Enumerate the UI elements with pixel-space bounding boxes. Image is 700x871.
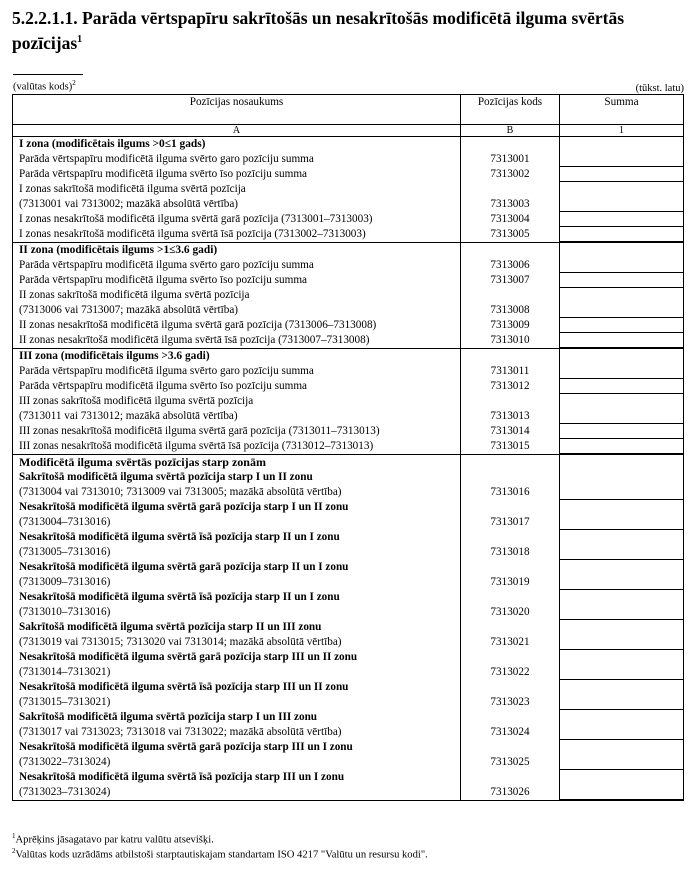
currency-code-field xyxy=(13,77,76,94)
position-name: (7313023–7313024) xyxy=(19,786,111,798)
position-name: Parāda vērtspapīru modificētā ilguma svērto garo pozīciju summa xyxy=(19,365,314,377)
sum-input[interactable] xyxy=(560,167,683,182)
position-code: 7313003 xyxy=(490,198,530,210)
position-code: 7313002 xyxy=(490,168,530,180)
code-spacer xyxy=(461,620,559,635)
currency-code-label: (valūtas kods) xyxy=(13,81,73,93)
position-row-line xyxy=(13,590,460,605)
position-row-line xyxy=(13,167,460,182)
position-row-line xyxy=(13,273,460,288)
sum-spacer xyxy=(560,650,683,665)
position-name: (7313014–7313021) xyxy=(19,666,111,678)
sum-input[interactable] xyxy=(560,635,683,650)
sum-input[interactable] xyxy=(560,212,683,227)
header-letter-1: 1 xyxy=(560,125,684,137)
position-code: 7313014 xyxy=(490,425,530,437)
position-code: 7313012 xyxy=(490,380,530,392)
position-row-line xyxy=(13,755,460,770)
position-name: Sakrītošā modificētā ilguma svērtā pozīcija starp I un III zonu xyxy=(19,711,318,723)
position-code: 7313013 xyxy=(490,410,530,422)
sum-input[interactable] xyxy=(560,197,683,212)
code-spacer xyxy=(461,680,559,695)
zone-names xyxy=(13,349,461,455)
position-code: 7313025 xyxy=(490,756,530,768)
position-name: III zonas nesakrītošā modificētā ilguma svērtā garā pozīcija (7313011–7313013) xyxy=(19,425,380,437)
sum-spacer xyxy=(560,470,683,485)
position-row-line xyxy=(13,227,460,242)
position-row-line xyxy=(13,545,460,560)
position-code: 7313015 xyxy=(490,440,530,452)
zone-codes xyxy=(461,137,560,243)
position-row-line xyxy=(13,333,460,348)
position-name: Nesakrītošā modificētā ilguma svērtā garā pozīcija starp III un II zonu xyxy=(19,651,358,663)
position-code: 7313022 xyxy=(490,666,530,678)
position-name: (7313005–7313016) xyxy=(19,546,111,558)
zone-group xyxy=(13,243,684,349)
sum-input[interactable] xyxy=(560,333,683,348)
position-name: Parāda vērtspapīru modificētā ilguma svērto īso pozīciju summa xyxy=(19,168,308,180)
position-code: 7313011 xyxy=(490,365,530,377)
zone-title: Modificētā ilguma svērtās pozīcijas starp zonām xyxy=(19,455,266,469)
position-row-line xyxy=(13,303,460,318)
section-number: 5.2.2.1.1. xyxy=(12,8,78,28)
sum-spacer xyxy=(560,770,683,785)
code-spacer xyxy=(461,590,559,605)
code-blank xyxy=(461,243,559,258)
sum-spacer xyxy=(560,620,683,635)
position-row-line xyxy=(13,740,460,755)
position-row-line xyxy=(13,500,460,515)
position-row-line xyxy=(13,665,460,680)
sum-spacer xyxy=(560,530,683,545)
positions-table xyxy=(12,94,684,801)
position-code: 7313007 xyxy=(490,274,530,286)
position-name: I zonas nesakrītošā modificētā ilguma svērtā īsā pozīcija (7313002–7313003) xyxy=(19,228,366,240)
position-name: Parāda vērtspapīru modificētā ilguma svērto garo pozīciju summa xyxy=(19,259,314,271)
sum-input[interactable] xyxy=(560,439,683,454)
position-row-line xyxy=(13,470,460,485)
position-name: Nesakrītošā modificētā ilguma svērtā īsā pozīcija starp III un I zonu xyxy=(19,771,345,783)
position-name: (7313015–7313021) xyxy=(19,696,111,708)
position-name: Nesakrītošā modificētā ilguma svērtā garā pozīcija starp III un I zonu xyxy=(19,741,353,753)
position-row-line xyxy=(13,197,460,212)
sum-spacer xyxy=(560,560,683,575)
sum-input[interactable] xyxy=(560,152,683,167)
position-row-line xyxy=(13,725,460,740)
sum-input[interactable] xyxy=(560,258,683,273)
position-name: (7313019 vai 7313015; 7313020 vai 7313014; mazākā absolūtā vērtība) xyxy=(19,636,342,648)
position-row-line xyxy=(13,318,460,333)
position-code: 7313016 xyxy=(490,486,530,498)
position-name: Nesakrītošā modificētā ilguma svērtā īsā pozīcija starp II un I zonu xyxy=(19,531,340,543)
position-row-line xyxy=(13,650,460,665)
zone-codes xyxy=(461,455,560,801)
position-name: (7313004 vai 7313010; 7313009 vai 7313005; mazākā absolūtā vērtība) xyxy=(19,486,342,498)
sum-input[interactable] xyxy=(560,755,683,770)
sum-blank xyxy=(560,243,683,258)
code-blank xyxy=(461,137,559,152)
position-row-line xyxy=(13,770,460,785)
zone-codes xyxy=(461,349,560,455)
header-letter-a: A xyxy=(13,125,461,137)
position-row-line xyxy=(13,680,460,695)
zone-group xyxy=(13,455,684,801)
position-name: III zonas nesakrītošā modificētā ilguma svērtā īsā pozīcija (7313012–7313013) xyxy=(19,440,374,452)
position-name: (7313011 vai 7313012; mazākā absolūtā vērtība) xyxy=(19,410,238,422)
position-row-line xyxy=(13,394,460,409)
position-code: 7313008 xyxy=(490,304,530,316)
code-spacer xyxy=(461,650,559,665)
code-blank xyxy=(461,349,559,364)
code-spacer xyxy=(461,394,559,409)
code-spacer xyxy=(461,470,559,485)
sum-spacer xyxy=(560,288,683,303)
header-letter-b: B xyxy=(461,125,560,137)
currency-code-line xyxy=(13,74,83,75)
position-name: (7313004–7313016) xyxy=(19,516,111,528)
zone-names xyxy=(13,137,461,243)
position-code: 7313005 xyxy=(490,228,530,240)
code-spacer xyxy=(461,530,559,545)
position-code: 7313018 xyxy=(490,546,530,558)
sum-spacer xyxy=(560,590,683,605)
zone-sums xyxy=(560,455,684,801)
sum-input[interactable] xyxy=(560,605,683,620)
sum-input[interactable] xyxy=(560,424,683,439)
position-name: Nesakrītošā modificētā ilguma svērtā īsā pozīcija starp II un I zonu xyxy=(19,591,340,603)
position-name: Parāda vērtspapīru modificētā ilguma svērto īso pozīciju summa xyxy=(19,274,308,286)
sum-input[interactable] xyxy=(560,545,683,560)
position-name: (7313017 vai 7313023; 7313018 vai 7313022; mazākā absolūtā vērtība) xyxy=(19,726,342,738)
sum-input[interactable] xyxy=(560,515,683,530)
sum-blank xyxy=(560,349,683,364)
footnote-2 xyxy=(12,845,428,862)
position-row-line xyxy=(13,288,460,303)
sum-input[interactable] xyxy=(560,364,683,379)
footnote-text: Valūtas kods uzrādāms atbilstoši starptautiskajam standartam ISO 4217 "Valūtu un resursu kodi". xyxy=(15,849,428,861)
position-code: 7313024 xyxy=(490,726,530,738)
position-row-line xyxy=(13,424,460,439)
sum-blank xyxy=(560,455,683,470)
position-name: Nesakrītošā modificētā ilguma svērtā garā pozīcija starp I un II zonu xyxy=(19,501,349,513)
code-spacer xyxy=(461,740,559,755)
sum-input[interactable] xyxy=(560,695,683,710)
sum-spacer xyxy=(560,500,683,515)
position-row-line xyxy=(13,485,460,500)
position-name: (7313022–7313024) xyxy=(19,756,111,768)
code-spacer xyxy=(461,710,559,725)
sum-input[interactable] xyxy=(560,665,683,680)
position-code: 7313019 xyxy=(490,576,530,588)
sum-input[interactable] xyxy=(560,379,683,394)
position-code: 7313010 xyxy=(490,334,530,346)
code-blank xyxy=(461,455,559,470)
position-row-line xyxy=(13,605,460,620)
position-name: I zonas sakrītošā modificētā ilguma svērtā pozīcija xyxy=(19,183,246,195)
zone-names xyxy=(13,455,461,801)
position-row-line xyxy=(13,530,460,545)
position-name: Sakrītošā modificētā ilguma svērtā pozīcija starp I un II zonu xyxy=(19,471,313,483)
position-row-line xyxy=(13,182,460,197)
position-code: 7313026 xyxy=(490,786,530,798)
position-name: II zonas nesakrītošā modificētā ilguma svērtā garā pozīcija (7313006–7313008) xyxy=(19,319,377,331)
sum-spacer xyxy=(560,394,683,409)
position-row-line xyxy=(13,379,460,394)
sum-spacer xyxy=(560,182,683,197)
position-row-line xyxy=(13,560,460,575)
code-spacer xyxy=(461,770,559,785)
units-label: (tūkst. latu) xyxy=(635,83,684,94)
zone-sums xyxy=(560,243,684,349)
position-code: 7313004 xyxy=(490,213,530,225)
zone-names xyxy=(13,243,461,349)
position-name: Sakrītošā modificētā ilguma svērtā pozīcija starp II un III zonu xyxy=(19,621,322,633)
code-spacer xyxy=(461,288,559,303)
position-code: 7313006 xyxy=(490,259,530,271)
sum-input[interactable] xyxy=(560,575,683,590)
position-row-line xyxy=(13,710,460,725)
position-code: 7313001 xyxy=(490,153,530,165)
position-row-line xyxy=(13,635,460,650)
position-name: (7313010–7313016) xyxy=(19,606,111,618)
sum-input[interactable] xyxy=(560,485,683,500)
zone-group xyxy=(13,137,684,243)
footnote-mark: 1 xyxy=(12,832,16,840)
position-row-line xyxy=(13,152,460,167)
header-sum: Summa xyxy=(560,95,684,125)
sum-input[interactable] xyxy=(560,318,683,333)
position-name: (7313001 vai 7313002; mazākā absolūtā vērtība) xyxy=(19,198,239,210)
zone-sums xyxy=(560,137,684,243)
sum-input[interactable] xyxy=(560,409,683,424)
position-row-line xyxy=(13,785,460,800)
page-title xyxy=(12,7,682,54)
sum-spacer xyxy=(560,710,683,725)
code-spacer xyxy=(461,560,559,575)
sum-blank xyxy=(560,137,683,152)
zone-title: II zona (modificētais ilgums >1≤3.6 gadi) xyxy=(19,244,218,256)
zone-group xyxy=(13,349,684,455)
position-name: II zonas sakrītošā modificētā ilguma svērtā pozīcija xyxy=(19,289,250,301)
currency-footnote-ref: 2 xyxy=(72,79,76,87)
position-row-line xyxy=(13,695,460,710)
section-title: Parāda vērtspapīru sakrītošās un nesakrītošās modificētā ilguma svērtās pozīcijas xyxy=(12,8,625,53)
position-name: III zonas sakrītošā modificētā ilguma svērtā pozīcija xyxy=(19,395,254,407)
zone-sums xyxy=(560,349,684,455)
position-code: 7313021 xyxy=(490,636,530,648)
position-row-line xyxy=(13,364,460,379)
footnote-mark: 2 xyxy=(12,847,16,855)
sum-input[interactable] xyxy=(560,273,683,288)
position-row-line xyxy=(13,515,460,530)
sum-spacer xyxy=(560,680,683,695)
position-row-line xyxy=(13,258,460,273)
header-name: Pozīcijas nosaukums xyxy=(13,95,461,125)
position-name: Parāda vērtspapīru modificētā ilguma svērto īso pozīciju summa xyxy=(19,380,308,392)
position-row-line xyxy=(13,620,460,635)
code-spacer xyxy=(461,500,559,515)
footnote-text: Aprēķins jāsagatavo par katru valūtu atsevišķi. xyxy=(15,834,214,846)
zone-codes xyxy=(461,243,560,349)
position-code: 7313009 xyxy=(490,319,530,331)
sum-input[interactable] xyxy=(560,227,683,242)
position-row-line xyxy=(13,575,460,590)
position-name: Parāda vērtspapīru modificētā ilguma svērto garo pozīciju summa xyxy=(19,153,314,165)
position-name: Nesakrītošā modificētā ilguma svērtā īsā pozīcija starp III un II zonu xyxy=(19,681,349,693)
position-row-line xyxy=(13,212,460,227)
header-code: Pozīcijas kods xyxy=(461,95,560,125)
position-code: 7313023 xyxy=(490,696,530,708)
footnote-ref: 1 xyxy=(77,34,83,45)
position-name: (7313006 vai 7313007; mazākā absolūtā vērtība) xyxy=(19,304,239,316)
position-row-line xyxy=(13,409,460,424)
sum-input[interactable] xyxy=(560,303,683,318)
position-code: 7313020 xyxy=(490,606,530,618)
sum-input[interactable] xyxy=(560,785,683,800)
position-code: 7313017 xyxy=(490,516,530,528)
position-name: Nesakrītošā modificētā ilguma svērtā garā pozīcija starp II un I zonu xyxy=(19,561,349,573)
zone-title: III zona (modificētais ilgums >3.6 gadi) xyxy=(19,350,210,362)
position-name: I zonas nesakrītošā modificētā ilguma svērtā garā pozīcija (7313001–7313003) xyxy=(19,213,373,225)
sum-spacer xyxy=(560,740,683,755)
position-name: II zonas nesakrītošā modificētā ilguma svērtā īsā pozīcija (7313007–7313008) xyxy=(19,334,370,346)
sum-input[interactable] xyxy=(560,725,683,740)
code-spacer xyxy=(461,182,559,197)
position-name: (7313009–7313016) xyxy=(19,576,111,588)
position-row-line xyxy=(13,439,460,454)
zone-title: I zona (modificētais ilgums >0≤1 gads) xyxy=(19,138,206,150)
